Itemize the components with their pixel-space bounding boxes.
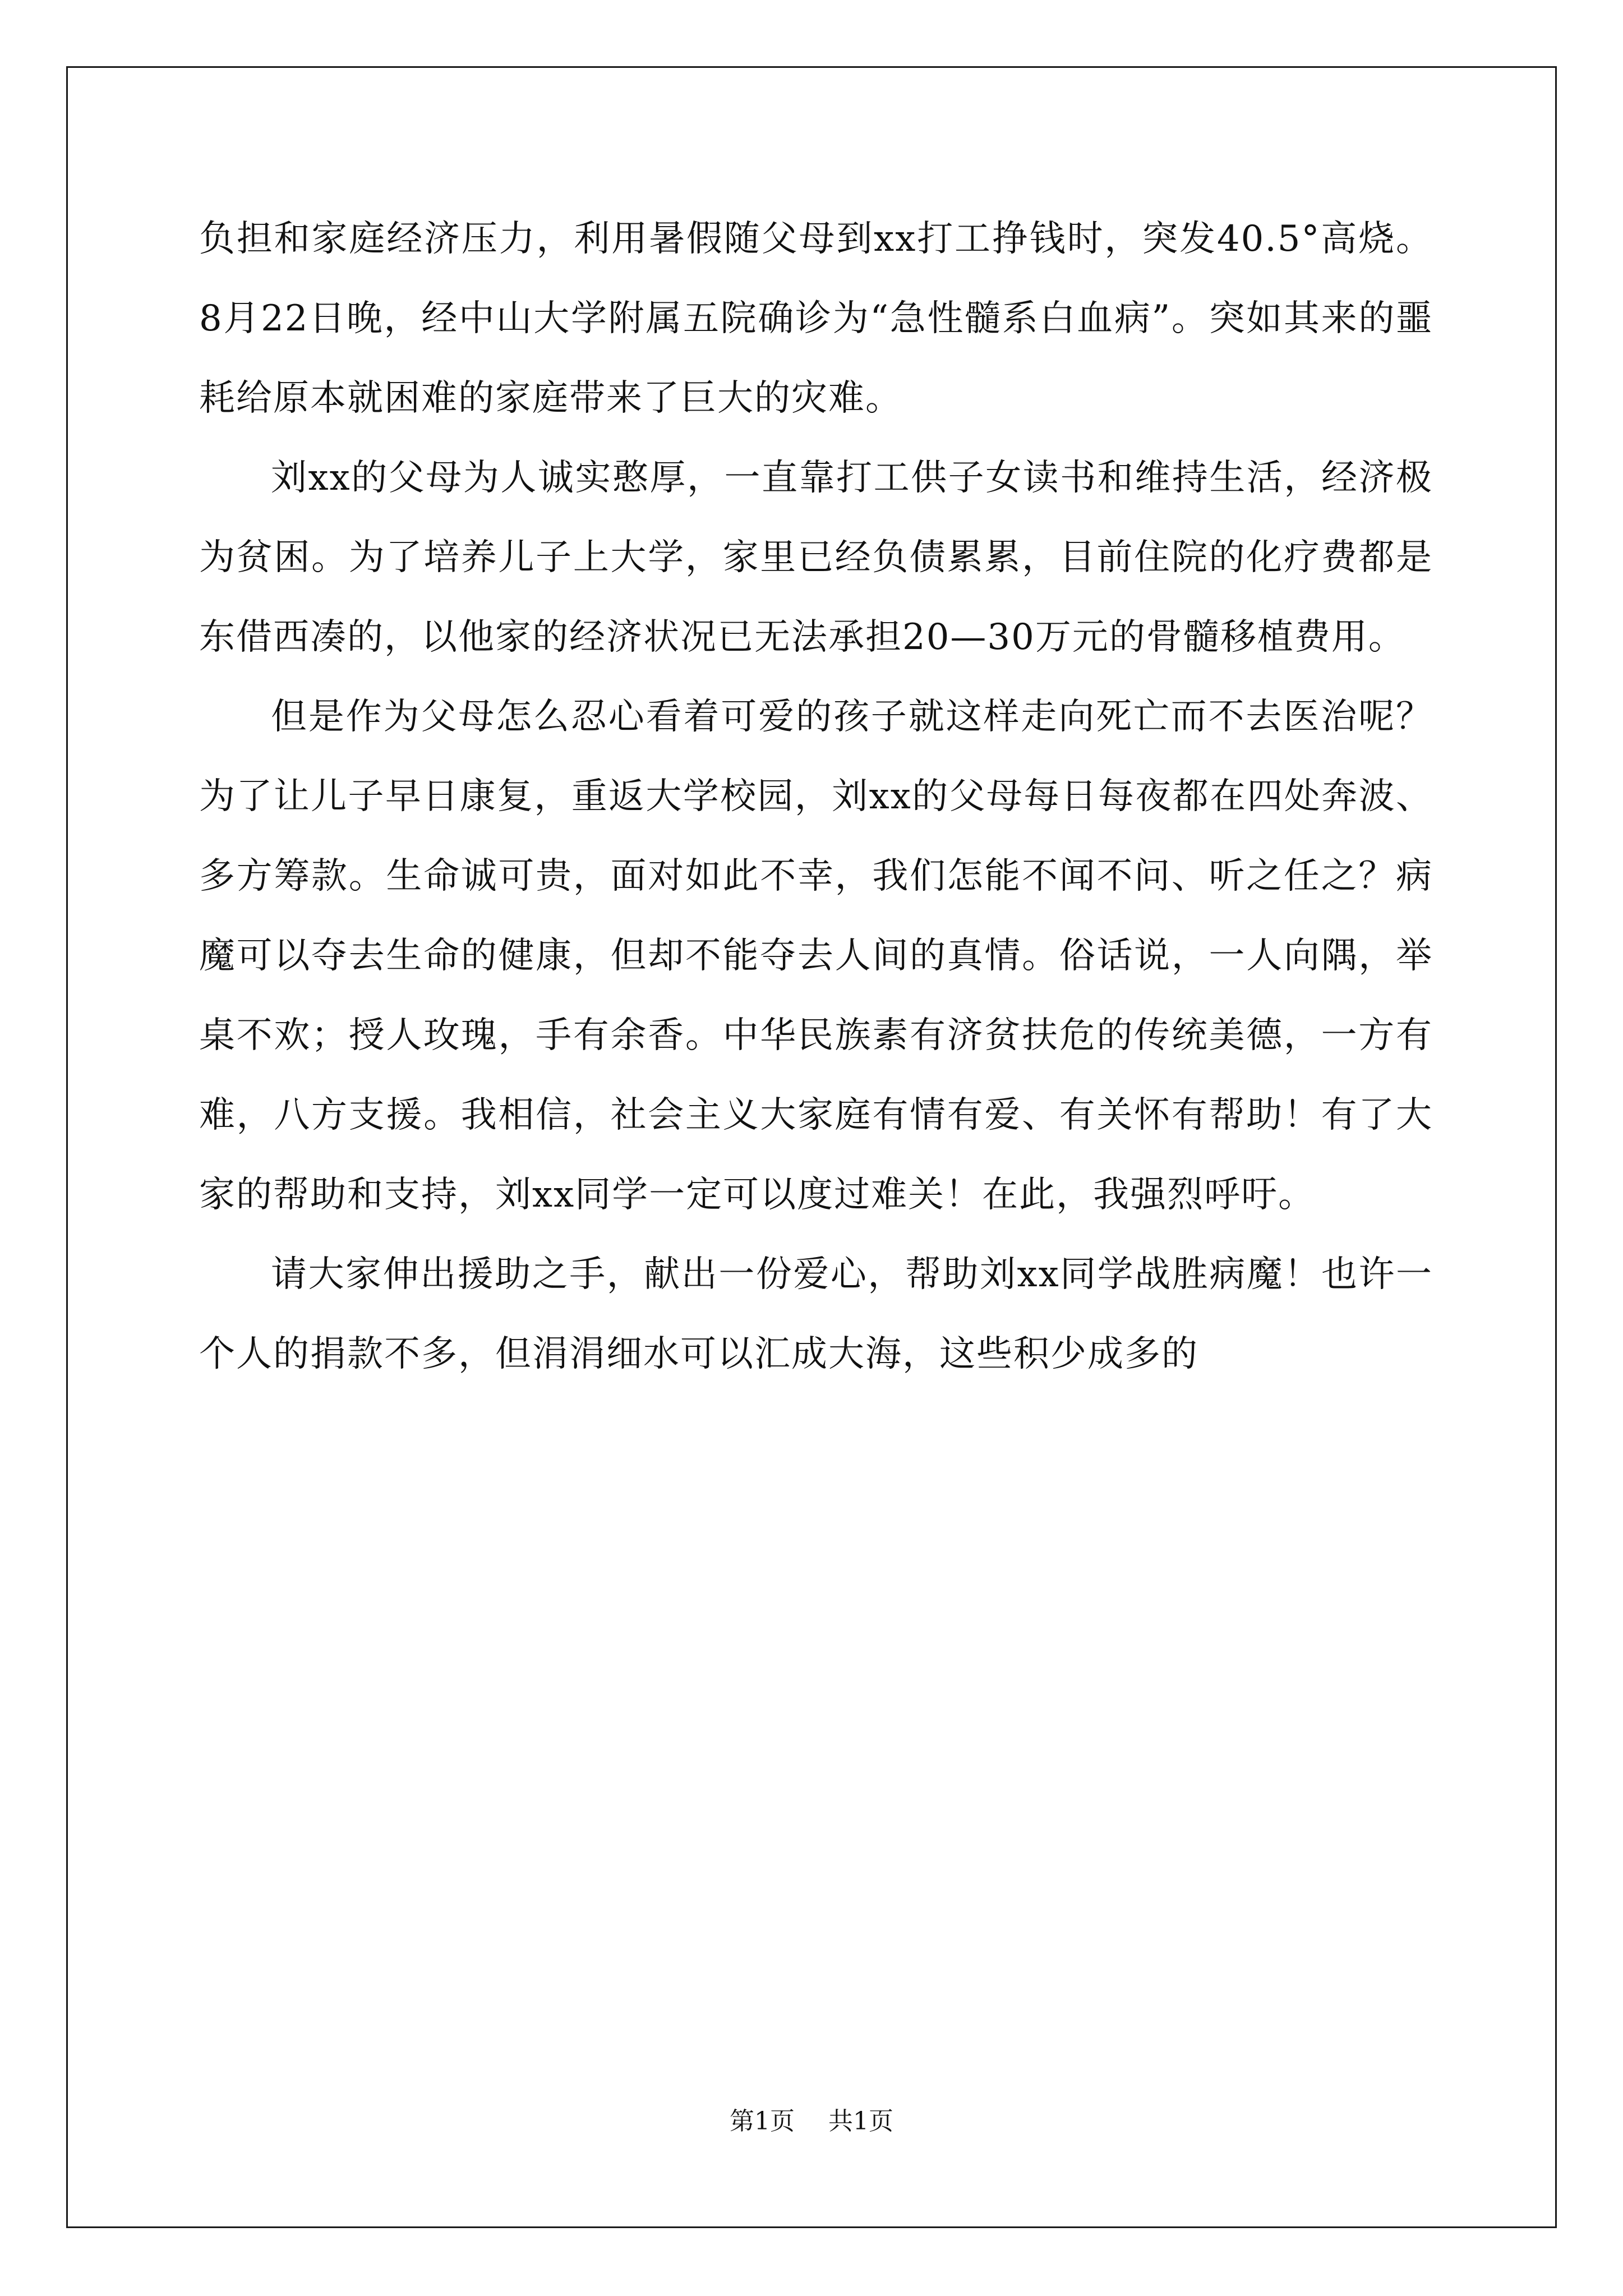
paragraph-4: 请大家伸出援助之手，献出一份爱心，帮助刘xx同学战胜病魔！也许一个人的捐款不多，但涓涓细水可以汇成大海，这些积少成多的 bbox=[199, 1254, 1433, 1375]
page-number-total: 共1页 bbox=[828, 2107, 893, 2136]
paragraph-2: 刘xx的父母为人诚实憨厚，一直靠打工供子女读书和维持生活，经济极为贫困。为了培养儿子上大学，家里已经负债累累，目前住院的化疗费都是东借西凑的，以他家的经济状况已无法承担20—30万元的骨髓移植费用。 bbox=[199, 457, 1433, 658]
paragraph-1: 负担和家庭经济压力，利用暑假随父母到xx打工挣钱时，突发40.5°高烧。8月22日晚，经中山大学附属五院确诊为“急性髓系白血病”。突如其来的噩耗给原本就困难的家庭带来了巨大的灾难。 bbox=[199, 218, 1433, 419]
document-body bbox=[199, 199, 1433, 1394]
page-footer bbox=[0, 2105, 1623, 2138]
page-number-current: 第1页 bbox=[730, 2107, 795, 2136]
paragraph-3: 但是作为父母怎么忍心看着可爱的孩子就这样走向死亡而不去医治呢？为了让儿子早日康复，重返大学校园，刘xx的父母每日每夜都在四处奔波、多方筹款。生命诚可贵，面对如此不幸，我们怎能不闻不问、听之任之？病魔可以夺去生命的健康，但却不能夺去人间的真情。俗话说，一人向隅，举桌不欢；授人玫瑰，手有余香。中华民族素有济贫扶危的传统美德，一方有难，八方支援。我相信，社会主义大家庭有情有爱、有关怀有帮助！有了大家的帮助和支持，刘xx同学一定可以度过难关！在此，我强烈呼吁。 bbox=[199, 696, 1433, 1216]
